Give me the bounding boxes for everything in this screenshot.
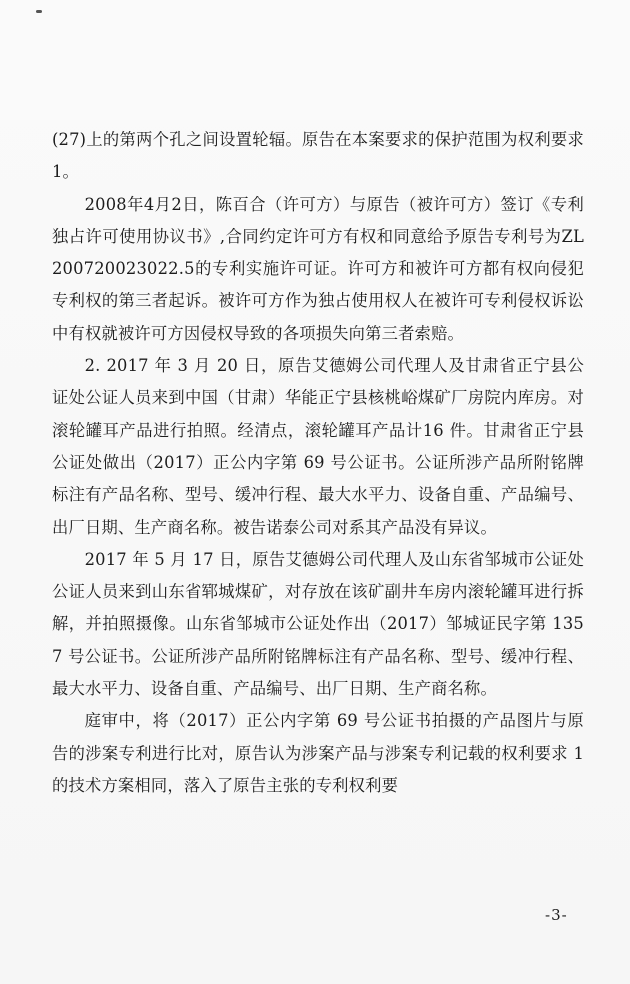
- paragraph-3: 2. 2017 年 3 月 20 日，原告艾德姆公司代理人及甘肃省正宁县公证处公证人员来到中国（甘肃）华能正宁县核桃峪煤矿厂房院内库房。对滚轮罐耳产品进行拍照。经清点，滚轮罐耳产品计16 件。甘肃省正宁县公证处做出（2017）正公内字第 69 号公证书。公证所涉产品所附铭牌标注有产品名称、型号、缓冲行程、最大水平力、设备自重、产品编号、出厂日期、生产商名称。被告诺泰公司对系其产品没有异议。: [52, 356, 584, 537]
- paragraph-4: 2017 年 5 月 17 日，原告艾德姆公司代理人及山东省邹城市公证处公证人员来到山东省郓城煤矿，对存放在该矿副井车房内滚轮罐耳进行拆解，并拍照摄像。山东省邹城市公证处作出（2017）邹城证民字第 1357 号公证书。公证所涉产品所附铭牌标注有产品名称、型号、缓冲行程、最大水平力、设备自重、产品编号、出厂日期、生产商名称。: [52, 549, 584, 699]
- paragraph-1: (27)上的第两个孔之间设置轮辐。原告在本案要求的保护范围为权利要求1。: [52, 130, 584, 182]
- document-body: [52, 124, 584, 802]
- page-number: -3-: [545, 906, 568, 924]
- scan-speck: [36, 10, 42, 13]
- paragraph-2: 2008年4月2日，陈百合（许可方）与原告（被许可方）签订《专利独占许可使用协议书》,合同约定许可方有权和同意给予原告专利号为ZL200720023022.5的专利实施许可证。许可方和被许可方都有权向侵犯专利权的第三者起诉。被许可方作为独占使用权人在被许可专利侵权诉讼中有权就被许可方因侵权导致的各项损失向第三者索赔。: [52, 194, 584, 343]
- paragraph-5: 庭审中，将（2017）正公内字第 69 号公证书拍摄的产品图片与原告的涉案专利进行比对，原告认为涉案产品与涉案专利记载的权利要求 1 的技术方案相同，落入了原告主张的专利权利要: [52, 711, 584, 795]
